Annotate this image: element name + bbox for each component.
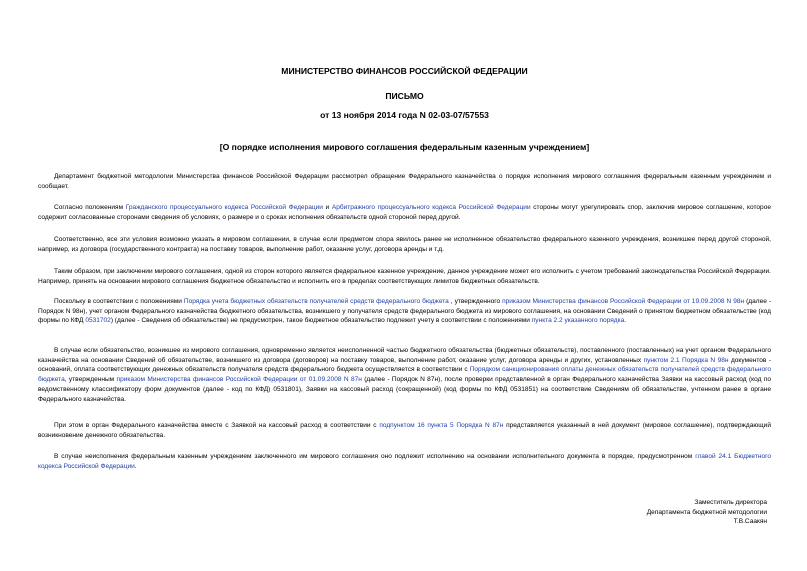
paragraph-1 — [38, 172, 771, 191]
paragraph-5-text: , утвержденного — [448, 298, 503, 305]
paragraph-6-text: , утвержденным — [64, 376, 117, 384]
paragraph-2-text: стороны могут урегулировать спор, заключив мировое соглашение, которое содержит согласованные сторонами сведения об условиях, о размере и о сроках исполнения обязательств одной стороной перед другой. — [38, 204, 771, 221]
link-budget-code-chapter-24-1[interactable]: главой 24.1 Бюджетного кодекса Российской Федерации — [38, 453, 771, 470]
document-type: ПИСЬМО — [385, 91, 424, 101]
paragraph-6 — [38, 346, 771, 404]
paragraph-5-text: . — [624, 317, 627, 325]
paragraph-5-text: (далее - Порядок N 98н), учет органом Федерального казначейства бюджетного обязательства, возникшего у получателя средств федерального бюджета из мирового соглашения, на основании Сведений о принятом бюджетном обязательстве (код формы по КФД — [38, 298, 771, 325]
signature-name: Т.В.Саакян — [733, 518, 767, 526]
paragraph-8-text: В случае неисполнения федеральным казенным учреждением заключенного им мирового соглашения оно подлежит исполнению на основании исполнительного документа в порядке, предусмотренном — [54, 453, 696, 460]
signature-block — [647, 498, 767, 527]
paragraph-6-text: (далее - Порядок N 87н), после проверки представленной в орган Федерального казначейства Заявки на кассовый расход (код по ведомственному классификатору форм документов (далее - код по КФД) 0531801), Заявки на кассовый расход (сокращенной) (код формы по КФД 0531851) на соответствие Сведениям об обязательстве, учтенном ранее в органе Федерального казначейства. — [38, 376, 771, 403]
paragraph-7-text: представляется указанный в ней документ (мировое соглашение), подтверждающий возникновение денежного обязательства. — [38, 422, 771, 439]
link-order-87n[interactable]: приказом Министерства финансов Российской Федерации от 01.09.2008 N 87н — [116, 376, 362, 384]
paragraph-2-text: и — [322, 204, 332, 211]
document-subject: [О порядке исполнения мирового соглашения федеральным казенным учреждением] — [219, 142, 590, 152]
link-arbitration-procedure-code[interactable]: Арбитражного процессуального кодекса Российской Федерации — [331, 204, 531, 211]
link-subpoint-16-order-87n[interactable]: подпунктом 16 пункта 5 Порядка N 87н — [379, 422, 504, 429]
ministry-title: МИНИСТЕРСТВО ФИНАНСОВ РОССИЙСКОЙ ФЕДЕРАЦИИ — [281, 66, 528, 76]
paragraph-5-text: Поскольку в соответствии с положениями — [54, 298, 184, 305]
paragraph-8 — [38, 452, 771, 471]
paragraph-7-text: При этом в орган Федерального казначейства вместе с Заявкой на кассовый расход в соответствии с — [54, 422, 380, 429]
paragraph-8-text: . — [134, 462, 137, 470]
paragraph-5-text: ) (далее - Сведения об обязательстве) не предусмотрен, такое бюджетное обязательство подлежит учету в соответствии с положениями — [110, 317, 532, 325]
paragraph-1-text: Департамент бюджетной методологии Министерства финансов Российской Федерации рассмотрел обращение Федерального казначейства о порядке исполнения мирового соглашения федеральным казенным учреждением и сообщает. — [38, 173, 771, 190]
signature-position: Заместитель директора — [694, 499, 767, 506]
paragraph-4-text: Таким образом, при заключении мирового соглашения, одной из сторон которого является федеральное казенное учреждение, данное учреждение может его исполнить с учетом требований законодательства Российской Федерации. Например, принять на основании мирового соглашения бюджетное обязательство и исполнить его в пределах соответствующих лимитов бюджетных обязательств. — [38, 268, 771, 285]
link-budget-obligations-order[interactable]: Порядка учета бюджетных обязательств получателей средств федерального бюджета — [183, 298, 449, 305]
paragraph-6-text: В случае если обязательство, возникшее из мирового соглашения, одновременно является неисполненной частью бюджетного обязательства (бюджетных обязательств), поставленного (поставленных) на учет органом Федерального казначейства на основании Сведений об обязательстве, возникшего из договора (договоров) на поставку товаров, выполнение работ, оказание услуг, договора аренды и других, установленных — [38, 347, 771, 364]
paragraph-3 — [38, 235, 771, 254]
paragraph-6-text: документов - оснований, оплата соответствующих денежных обязательств получателя средств федерального бюджета осуществляется в соответствии с — [38, 356, 772, 374]
paragraph-2-text: Согласно положениям — [54, 204, 126, 211]
link-civil-procedure-code[interactable]: Гражданского процессуального кодекса Российской Федерации — [125, 204, 323, 211]
link-order-98n[interactable]: приказом Министерства финансов Российской Федерации от 19.09.2008 N 98н — [502, 298, 745, 305]
link-point-2-2[interactable]: пункта 2.2 указанного порядка — [531, 317, 625, 325]
signature-department: Департамента бюджетной методологии — [646, 508, 767, 516]
paragraph-5 — [38, 297, 771, 326]
paragraph-3-text: Соответственно, все эти условия возможно указать в мировом соглашении, в случае если предметом спора явилось ранее не исполненное обязательство федерального казенного учреждения, возникшее перед другой стороной, например, из договора (государственного контракта) на поставку товаров, выполнение работ, оказание услуг, договора аренды и т.д. — [38, 236, 771, 253]
link-payment-authorization-order[interactable]: Порядком санкционирования оплаты денежных обязательств получателей средств федерального бюджета — [38, 366, 771, 384]
document-date-number: от 13 ноября 2014 года N 02-03-07/57553 — [320, 110, 489, 120]
link-form-0531702[interactable]: 0531702 — [85, 317, 111, 325]
paragraph-7 — [38, 421, 771, 440]
paragraph-2 — [38, 203, 771, 222]
link-point-2-1-order-98n[interactable]: пунктом 2.1 Порядка N 98н — [643, 356, 729, 364]
paragraph-4 — [38, 267, 771, 286]
